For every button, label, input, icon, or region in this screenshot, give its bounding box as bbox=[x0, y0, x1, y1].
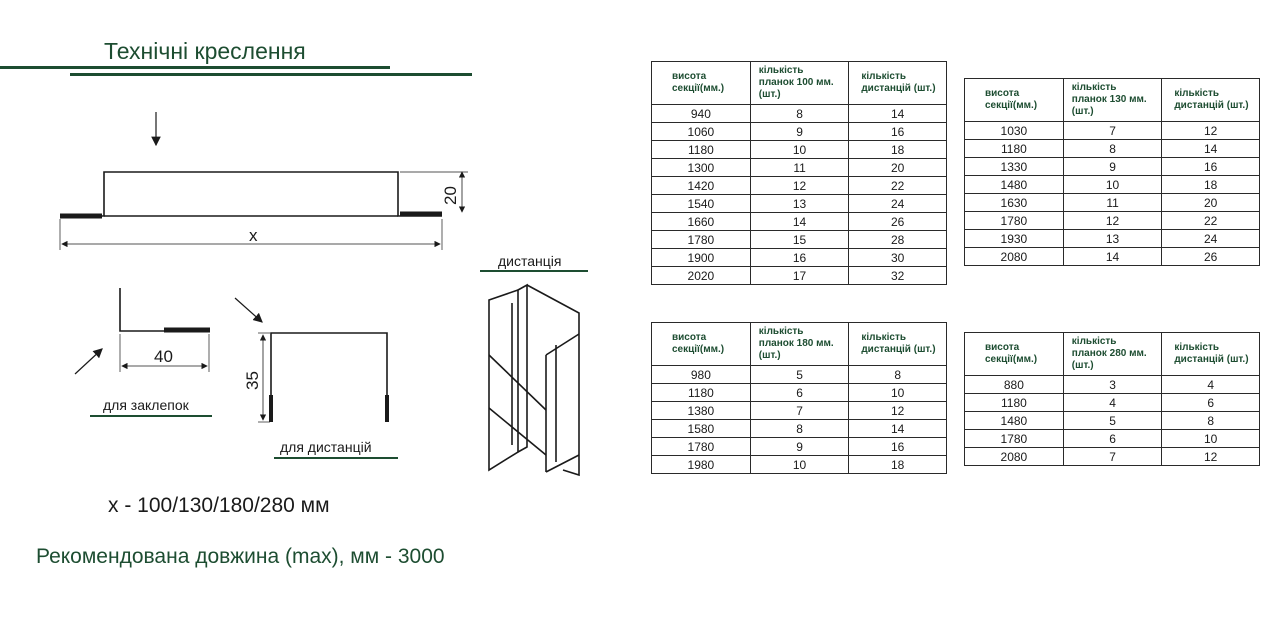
cell: 980 bbox=[652, 366, 751, 384]
header-spacers: кількість дистанцій (шт.) bbox=[849, 62, 947, 105]
cell: 13 bbox=[750, 195, 849, 213]
cell: 6 bbox=[1162, 394, 1260, 412]
cell: 8 bbox=[1063, 140, 1162, 158]
cell: 1300 bbox=[652, 159, 751, 177]
table-row bbox=[652, 213, 947, 231]
table-100mm bbox=[651, 61, 947, 285]
table-row bbox=[652, 177, 947, 195]
table-row bbox=[652, 438, 947, 456]
table-row bbox=[965, 248, 1260, 266]
cell: 1980 bbox=[652, 456, 751, 474]
cell: 24 bbox=[1162, 230, 1260, 248]
cell: 10 bbox=[1063, 176, 1162, 194]
cell: 8 bbox=[750, 105, 849, 123]
header-height: висота секції(мм.) bbox=[965, 333, 1064, 376]
header-height: висота секції(мм.) bbox=[652, 62, 751, 105]
cell: 6 bbox=[750, 384, 849, 402]
cell: 1480 bbox=[965, 412, 1064, 430]
cell: 20 bbox=[849, 159, 947, 177]
cell: 10 bbox=[750, 456, 849, 474]
header-planks: кількість планок 280 мм.(шт.) bbox=[1063, 333, 1162, 376]
cell: 9 bbox=[750, 123, 849, 141]
cell: 1930 bbox=[965, 230, 1064, 248]
cell: 1180 bbox=[965, 394, 1064, 412]
recommended-length: Рекомендована довжина (max), мм - 3000 bbox=[36, 545, 445, 568]
cell: 9 bbox=[750, 438, 849, 456]
table-row bbox=[965, 376, 1260, 394]
cell: 1660 bbox=[652, 213, 751, 231]
cell: 16 bbox=[1162, 158, 1260, 176]
cell: 16 bbox=[849, 123, 947, 141]
cell: 14 bbox=[849, 420, 947, 438]
spacers-label: для дистанцій bbox=[280, 439, 372, 455]
table-row bbox=[965, 394, 1260, 412]
cell: 22 bbox=[1162, 212, 1260, 230]
cell: 1540 bbox=[652, 195, 751, 213]
header-spacers: кількість дистанцій (шт.) bbox=[1162, 333, 1260, 376]
cell: 1180 bbox=[965, 140, 1064, 158]
cell: 1030 bbox=[965, 122, 1064, 140]
cell: 1780 bbox=[965, 212, 1064, 230]
cell: 18 bbox=[849, 456, 947, 474]
cell: 14 bbox=[1162, 140, 1260, 158]
cell: 22 bbox=[849, 177, 947, 195]
cell: 9 bbox=[1063, 158, 1162, 176]
cell: 28 bbox=[849, 231, 947, 249]
cell: 4 bbox=[1162, 376, 1260, 394]
table-row bbox=[965, 448, 1260, 466]
cell: 14 bbox=[1063, 248, 1162, 266]
cell: 1330 bbox=[965, 158, 1064, 176]
header-planks: кількість планок 100 мм.(шт.) bbox=[750, 62, 849, 105]
table-row bbox=[965, 122, 1260, 140]
header-planks: кількість планок 130 мм.(шт.) bbox=[1063, 79, 1162, 122]
cell: 10 bbox=[750, 141, 849, 159]
page-title: Технічні креслення bbox=[104, 38, 306, 64]
cell: 18 bbox=[1162, 176, 1260, 194]
cell: 24 bbox=[849, 195, 947, 213]
cell: 1480 bbox=[965, 176, 1064, 194]
rivets-label: для заклепок bbox=[103, 397, 189, 413]
table-row bbox=[965, 212, 1260, 230]
cell: 8 bbox=[849, 366, 947, 384]
cell: 6 bbox=[1063, 430, 1162, 448]
cell: 1580 bbox=[652, 420, 751, 438]
table-row bbox=[652, 105, 947, 123]
cell: 12 bbox=[1162, 448, 1260, 466]
cell: 12 bbox=[1162, 122, 1260, 140]
cell: 1180 bbox=[652, 384, 751, 402]
table-row bbox=[965, 230, 1260, 248]
table-row bbox=[652, 231, 947, 249]
table-180mm bbox=[651, 322, 947, 474]
cell: 1060 bbox=[652, 123, 751, 141]
cell: 1900 bbox=[652, 249, 751, 267]
cell: 15 bbox=[750, 231, 849, 249]
table-row bbox=[965, 430, 1260, 448]
cell: 1180 bbox=[652, 141, 751, 159]
cell: 4 bbox=[1063, 394, 1162, 412]
cell: 32 bbox=[849, 267, 947, 285]
cell: 8 bbox=[1162, 412, 1260, 430]
cell: 940 bbox=[652, 105, 751, 123]
cell: 2080 bbox=[965, 448, 1064, 466]
cell: 26 bbox=[1162, 248, 1260, 266]
cell: 2080 bbox=[965, 248, 1064, 266]
angle-profile bbox=[75, 288, 210, 374]
cell: 1630 bbox=[965, 194, 1064, 212]
spacer-drawing bbox=[489, 285, 579, 475]
table-row bbox=[652, 195, 947, 213]
header-spacers: кількість дистанцій (шт.) bbox=[1162, 79, 1260, 122]
table-130mm bbox=[964, 78, 1260, 266]
cell: 14 bbox=[750, 213, 849, 231]
table-row bbox=[965, 412, 1260, 430]
cell: 1780 bbox=[652, 231, 751, 249]
cell: 10 bbox=[1162, 430, 1260, 448]
main-profile bbox=[60, 112, 468, 250]
dim-20-label: 20 bbox=[441, 186, 460, 205]
table-row bbox=[652, 366, 947, 384]
cell: 1420 bbox=[652, 177, 751, 195]
table-row bbox=[965, 176, 1260, 194]
dim-35-label: 35 bbox=[243, 371, 262, 390]
table-row bbox=[965, 158, 1260, 176]
dim-x-label: x bbox=[249, 226, 258, 245]
table-row bbox=[652, 267, 947, 285]
table-row bbox=[652, 420, 947, 438]
table-row bbox=[965, 194, 1260, 212]
cell: 11 bbox=[1063, 194, 1162, 212]
cell: 5 bbox=[1063, 412, 1162, 430]
table-row bbox=[652, 384, 947, 402]
cell: 5 bbox=[750, 366, 849, 384]
u-profile bbox=[235, 298, 387, 422]
cell: 17 bbox=[750, 267, 849, 285]
cell: 16 bbox=[750, 249, 849, 267]
cell: 14 bbox=[849, 105, 947, 123]
table-row bbox=[652, 402, 947, 420]
header-height: висота секції(мм.) bbox=[652, 323, 751, 366]
cell: 13 bbox=[1063, 230, 1162, 248]
spacers-underline bbox=[274, 457, 398, 459]
header-height: висота секції(мм.) bbox=[965, 79, 1064, 122]
cell: 11 bbox=[750, 159, 849, 177]
table-row bbox=[652, 123, 947, 141]
cell: 26 bbox=[849, 213, 947, 231]
cell: 10 bbox=[849, 384, 947, 402]
cell: 2020 bbox=[652, 267, 751, 285]
cell: 1780 bbox=[652, 438, 751, 456]
cell: 20 bbox=[1162, 194, 1260, 212]
table-row bbox=[965, 140, 1260, 158]
cell: 12 bbox=[750, 177, 849, 195]
table-row bbox=[652, 159, 947, 177]
cell: 3 bbox=[1063, 376, 1162, 394]
cell: 18 bbox=[849, 141, 947, 159]
spacer-label: дистанція bbox=[498, 253, 562, 269]
dim-40-label: 40 bbox=[154, 347, 173, 366]
table-row bbox=[652, 249, 947, 267]
rivets-underline bbox=[90, 415, 212, 417]
spacer-underline bbox=[480, 270, 588, 272]
table-row bbox=[652, 456, 947, 474]
cell: 880 bbox=[965, 376, 1064, 394]
header-spacers: кількість дистанцій (шт.) bbox=[849, 323, 947, 366]
cell: 7 bbox=[1063, 122, 1162, 140]
cell: 16 bbox=[849, 438, 947, 456]
cell: 7 bbox=[750, 402, 849, 420]
cell: 1780 bbox=[965, 430, 1064, 448]
table-row bbox=[652, 141, 947, 159]
cell: 12 bbox=[849, 402, 947, 420]
cell: 7 bbox=[1063, 448, 1162, 466]
formula-text: x - 100/130/180/280 мм bbox=[108, 494, 330, 517]
header-planks: кількість планок 180 мм.(шт.) bbox=[750, 323, 849, 366]
cell: 8 bbox=[750, 420, 849, 438]
cell: 12 bbox=[1063, 212, 1162, 230]
cell: 30 bbox=[849, 249, 947, 267]
cell: 1380 bbox=[652, 402, 751, 420]
table-280mm bbox=[964, 332, 1260, 466]
